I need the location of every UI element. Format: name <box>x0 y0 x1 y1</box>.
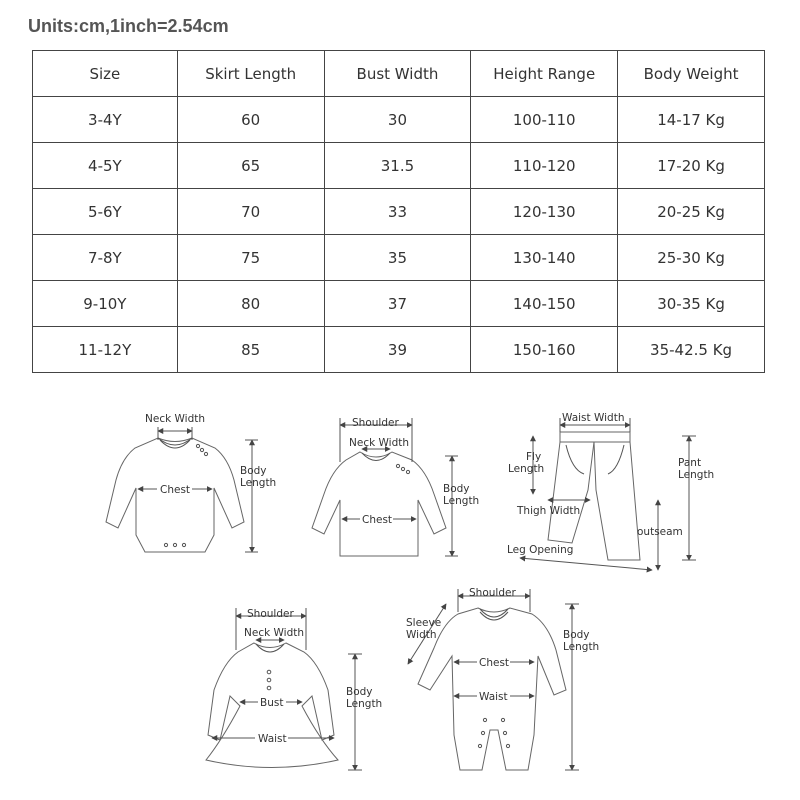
bodysuit-length-label: Length <box>240 477 277 489</box>
table-cell: 130-140 <box>471 235 618 281</box>
pants-left-leg <box>548 442 594 543</box>
bodysuit-body-label: Body <box>240 465 267 477</box>
table-cell: 33 <box>324 189 471 235</box>
top-outline <box>312 452 446 556</box>
table-cell: 35 <box>324 235 471 281</box>
table-cell: 37 <box>324 281 471 327</box>
dress-waist-label: Waist <box>258 733 287 745</box>
pants-diagram <box>507 412 714 570</box>
top-diagram <box>312 417 479 556</box>
table-cell: 14-17 Kg <box>618 97 765 143</box>
table-cell: 100-110 <box>471 97 618 143</box>
romper-shoulder-label: Shoulder <box>469 587 516 599</box>
measurement-diagrams <box>0 395 800 795</box>
dress-length-label: Length <box>346 698 383 710</box>
table-cell: 30-35 Kg <box>618 281 765 327</box>
table-cell: 20-25 Kg <box>618 189 765 235</box>
pants-waist-label: Waist Width <box>562 412 625 424</box>
pants-right-leg <box>594 442 640 560</box>
header-bust-width: Bust Width <box>324 51 471 97</box>
pants-pant-label: Pant <box>678 457 702 469</box>
romper-length-label: Length <box>563 641 600 653</box>
table-row <box>33 143 765 189</box>
dress-shoulder-label: Shoulder <box>247 608 294 620</box>
romper-waist-label: Waist <box>479 691 508 703</box>
table-cell: 85 <box>177 327 324 373</box>
units-note: Units:cm,1inch=2.54cm <box>28 16 229 36</box>
romper-body-label: Body <box>563 629 590 641</box>
bodysuit-diagram <box>106 413 276 552</box>
pants-waistband <box>560 432 630 442</box>
pants-fly-length-label: Length <box>508 463 545 475</box>
table-cell: 4-5Y <box>33 143 178 189</box>
table-cell: 30 <box>324 97 471 143</box>
top-chest-label: Chest <box>362 514 393 526</box>
table-cell: 7-8Y <box>33 235 178 281</box>
table-cell: 39 <box>324 327 471 373</box>
romper-diagram <box>406 587 599 770</box>
pants-fly-label: Fly <box>526 451 542 463</box>
romper-outline <box>418 608 566 770</box>
bodysuit-neck-label: Neck Width <box>145 413 206 425</box>
table-cell: 70 <box>177 189 324 235</box>
dress-bust-label: Bust <box>260 697 284 709</box>
romper-sleeve-width-label: Width <box>406 629 437 641</box>
table-cell: 31.5 <box>324 143 471 189</box>
table-cell: 110-120 <box>471 143 618 189</box>
pants-thigh-label: Thigh Width <box>517 505 581 517</box>
table-cell: 11-12Y <box>33 327 178 373</box>
table-cell: 35-42.5 Kg <box>618 327 765 373</box>
table-cell: 120-130 <box>471 189 618 235</box>
table-cell: 25-30 Kg <box>618 235 765 281</box>
header-skirt-length: Skirt Length <box>177 51 324 97</box>
table-cell: 80 <box>177 281 324 327</box>
romper-chest-label: Chest <box>479 657 510 669</box>
dress-neck-label: Neck Width <box>244 627 305 639</box>
table-row <box>33 281 765 327</box>
table-cell: 140-150 <box>471 281 618 327</box>
table-cell: 17-20 Kg <box>618 143 765 189</box>
table-cell: 75 <box>177 235 324 281</box>
table-cell: 60 <box>177 97 324 143</box>
top-shoulder-label: Shoulder <box>352 417 399 429</box>
table-row <box>33 189 765 235</box>
table-cell: 150-160 <box>471 327 618 373</box>
table-cell: 9-10Y <box>33 281 178 327</box>
pants-leg-opening-label: Leg Opening <box>507 544 574 556</box>
table-row <box>33 235 765 281</box>
table-header-row <box>33 51 765 97</box>
header-body-weight: Body Weight <box>618 51 765 97</box>
table-cell: 3-4Y <box>33 97 178 143</box>
header-height-range: Height Range <box>471 51 618 97</box>
header-size: Size <box>33 51 178 97</box>
size-chart-table <box>32 50 765 373</box>
pants-outseam-label: outseam <box>637 526 683 538</box>
table-row <box>33 327 765 373</box>
dress-body-label: Body <box>346 686 373 698</box>
top-length-label: Length <box>443 495 480 507</box>
top-neck-label: Neck Width <box>349 437 410 449</box>
romper-sleeve-label: Sleeve <box>406 617 442 629</box>
bodysuit-chest-label: Chest <box>160 484 191 496</box>
table-cell: 5-6Y <box>33 189 178 235</box>
diagrams-svg <box>0 395 800 795</box>
table-row <box>33 97 765 143</box>
top-body-label: Body <box>443 483 470 495</box>
pants-length-label: Length <box>678 469 715 481</box>
table-cell: 65 <box>177 143 324 189</box>
dress-diagram <box>206 608 382 770</box>
